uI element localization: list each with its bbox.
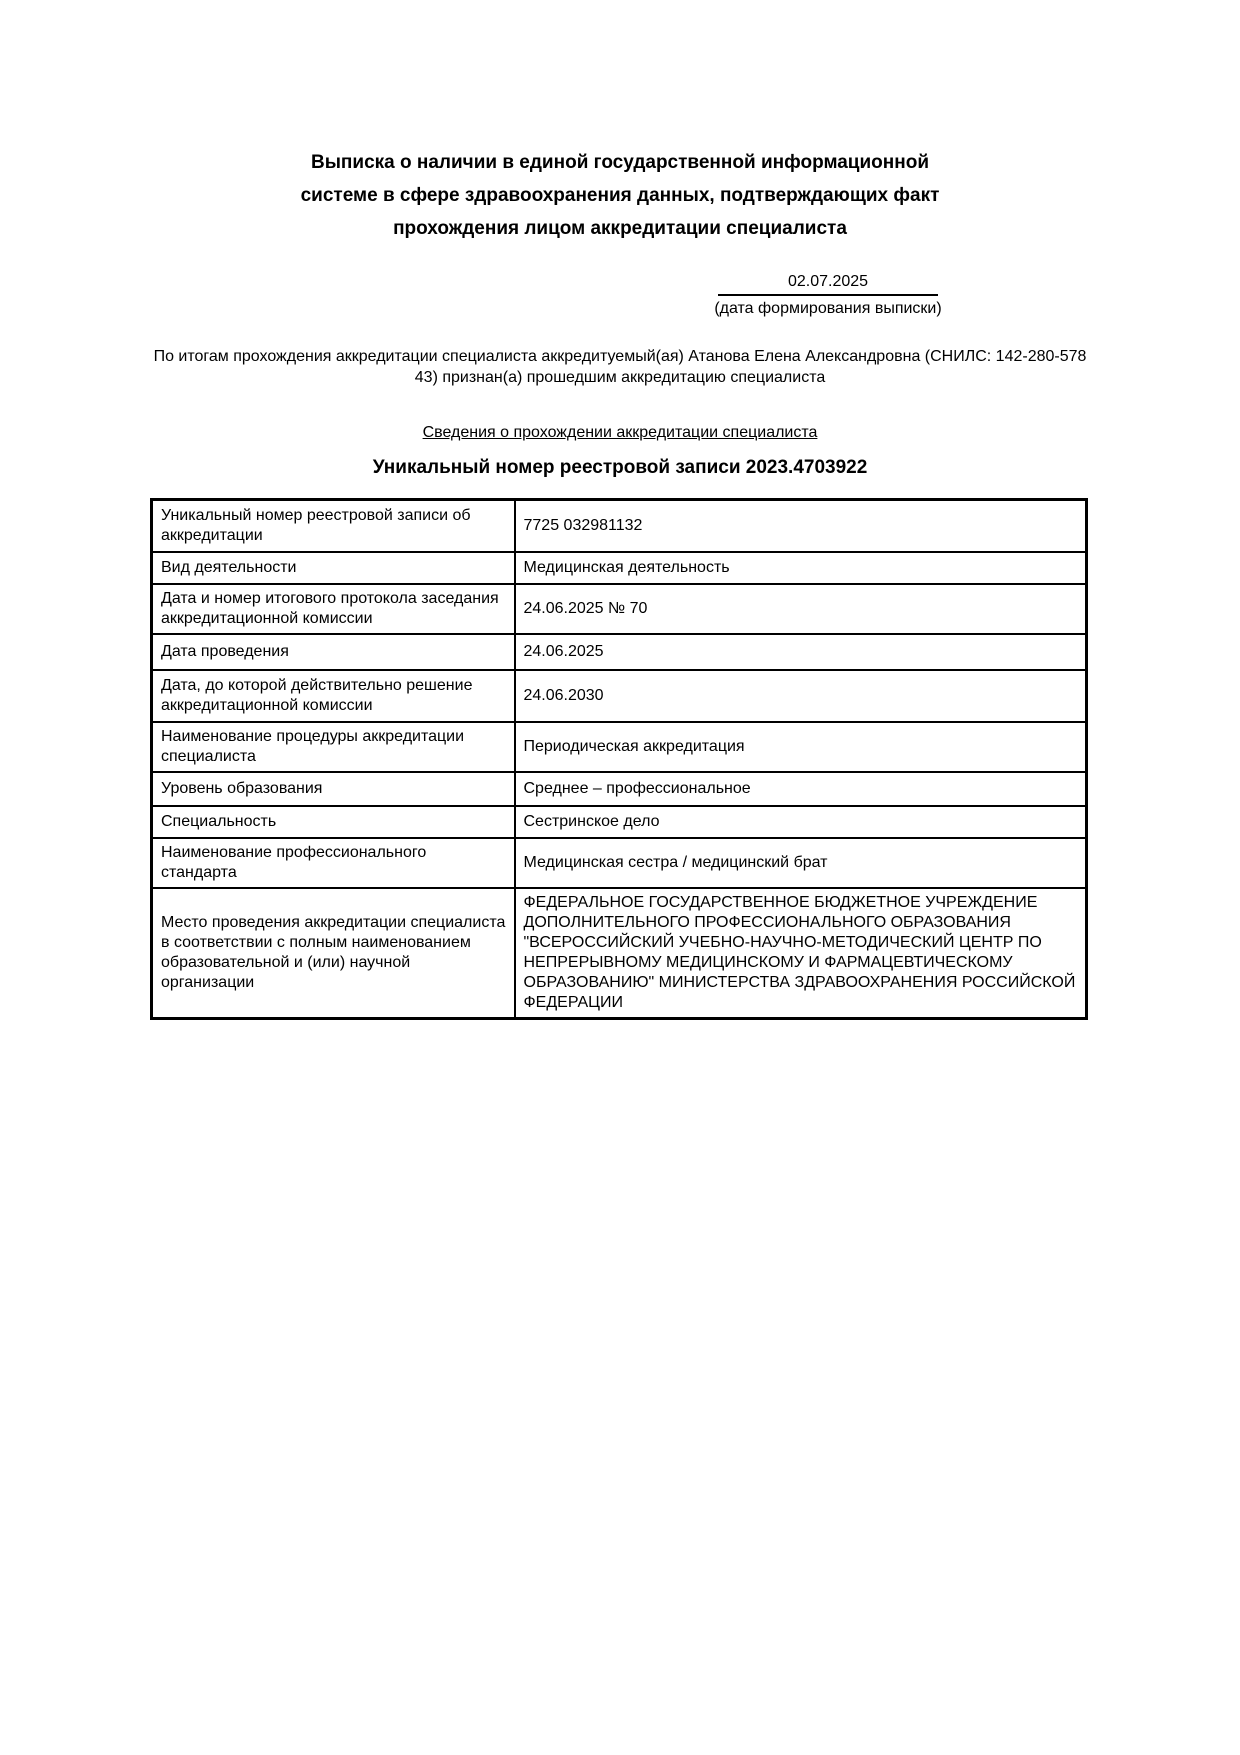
table-row [152,772,1087,806]
row-value: 7725 032981132 [515,500,1087,552]
table-row [152,634,1087,670]
table-row [152,806,1087,838]
row-value: Медицинская деятельность [515,552,1087,584]
table-row [152,838,1087,888]
row-value: Периодическая аккредитация [515,722,1087,772]
row-value: ФЕДЕРАЛЬНОЕ ГОСУДАРСТВЕННОЕ БЮДЖЕТНОЕ УЧРЕЖДЕНИЕ ДОПОЛНИТЕЛЬНОГО ПРОФЕССИОНАЛЬНОГО ОБРАЗОВАНИЯ "ВСЕРОССИЙСКИЙ УЧЕБНО-НАУЧНО-МЕТОДИЧЕСКИЙ ЦЕНТР ПО НЕПРЕРЫВНОМУ МЕДИЦИНСКОМУ И ФАРМАЦЕВТИЧЕСКОМУ ОБРАЗОВАНИЮ" МИНИСТЕРСТВА ЗДРАВООХРАНЕНИЯ РОССИЙСКОЙ ФЕДЕРАЦИИ [515,888,1087,1019]
formation-date-block [712,272,944,318]
row-value: Сестринское дело [515,806,1087,838]
registry-record-heading: Уникальный номер реестровой записи 2023.4703922 [372,457,868,478]
row-value: 24.06.2030 [515,670,1087,722]
table-row [152,500,1087,552]
row-label: Уникальный номер реестровой записи об аккредитации [152,500,515,552]
row-label: Уровень образования [152,772,515,806]
row-label: Вид деятельности [152,552,515,584]
table-row [152,888,1087,1019]
row-value: Медицинская сестра / медицинский брат [515,838,1087,888]
row-label: Место проведения аккредитации специалиста в соответствии с полным наименованием образовательной и (или) научной организации [152,888,515,1019]
row-value: 24.06.2025 [515,634,1087,670]
row-value: 24.06.2025 № 70 [515,584,1087,634]
table-row [152,722,1087,772]
title-line-3: прохождения лицом аккредитации специалиста [393,218,847,239]
section-heading: Сведения о прохождении аккредитации специалиста [422,424,818,441]
row-label: Дата проведения [152,634,515,670]
document-title [150,146,1090,245]
row-label: Дата, до которой действительно решение аккредитационной комиссии [152,670,515,722]
table-row [152,670,1087,722]
intro-line-1: По итогам прохождения аккредитации специалиста аккредитуемый(ая) Атанова Елена Александровна (СНИЛС: 142-280-578 [153,348,1087,365]
formation-date: 02.07.2025 [718,272,938,296]
row-label: Дата и номер итогового протокола заседания аккредитационной комиссии [152,584,515,634]
accreditation-table [150,498,1088,1020]
table-row [152,552,1087,584]
formation-date-caption: (дата формирования выписки) [714,300,942,317]
row-label: Наименование процедуры аккредитации специалиста [152,722,515,772]
title-line-1: Выписка о наличии в единой государственной информационной [310,152,930,173]
title-line-2: системе в сфере здравоохранения данных, подтверждающих факт [300,185,940,206]
intro-paragraph [150,346,1090,388]
row-label: Наименование профессионального стандарта [152,838,515,888]
table-row [152,584,1087,634]
intro-line-2: 43) признан(а) прошедшим аккредитацию специалиста [414,369,826,386]
row-value: Среднее – профессиональное [515,772,1087,806]
row-label: Специальность [152,806,515,838]
